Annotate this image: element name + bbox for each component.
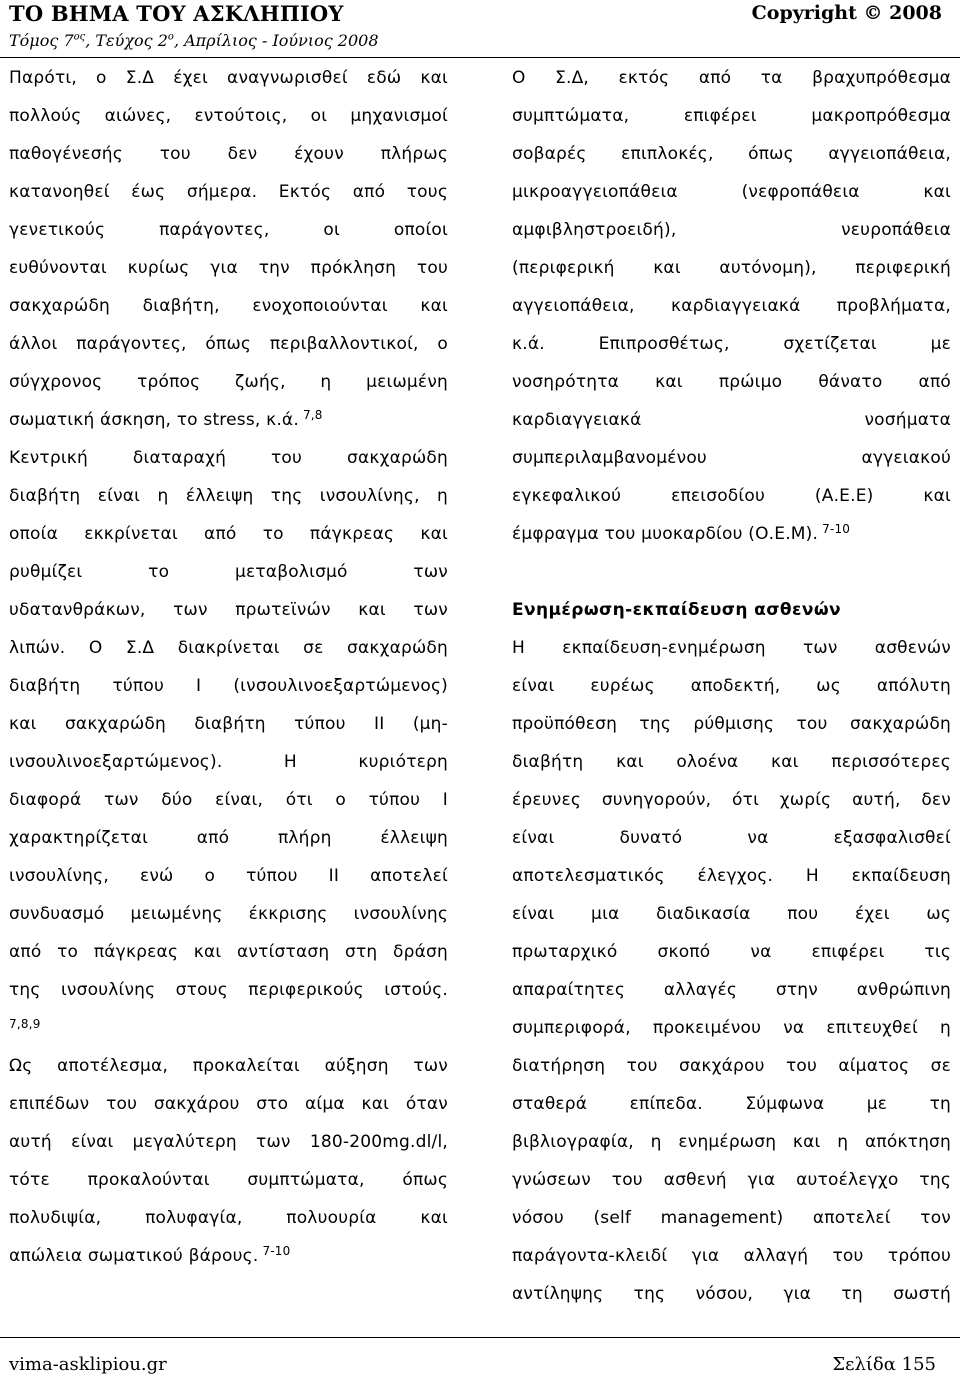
- text-line: πρωταρχικό σκοπό να επιφέρει τις: [512, 942, 951, 962]
- text-line: κατανοηθεί έως σήμερα. Εκτός από τους: [9, 182, 448, 202]
- page-number: Σελίδα 155: [832, 1354, 936, 1375]
- text-line: ρυθμίζει το μεταβολισμό των: [9, 562, 448, 582]
- text-line: παράγοντα-κλειδί για αλλαγή του τρόπου: [512, 1246, 951, 1266]
- text-line: ινσουλινοεξαρτώμενος). Η κυριότερη: [9, 752, 448, 772]
- text-line: και σακχαρώδη διαβήτη τύπου ΙΙ (μη-: [9, 714, 448, 734]
- text-line: τότε προκαλούνται συμπτώματα, όπως: [9, 1170, 448, 1190]
- right-column: [512, 59, 951, 1313]
- text-line: ευθύνονται κυρίως για την πρόκληση του: [9, 258, 448, 278]
- text-line: καρδιαγγειακά νοσήματα: [512, 410, 951, 430]
- text-line: πολλούς αιώνες, εντούτοις, οι μηχανισμοί: [9, 106, 448, 126]
- text-fragment: απώλεια σωματικού βάρους.: [9, 1246, 259, 1266]
- text-line: λιπών. Ο Σ.Δ διακρίνεται σε σακχαρώδη: [9, 638, 448, 658]
- citation-ref: 7-10: [822, 522, 851, 536]
- text-line: νόσου (self management) αποτελεί τον: [512, 1208, 951, 1228]
- text-line: Ο Σ.Δ, εκτός από τα βραχυπρόθεσμα: [512, 68, 951, 88]
- section-heading: Ενημέρωση-εκπαίδευση ασθενών: [512, 600, 841, 620]
- text-line: διατήρηση του σακχάρου του αίματος σε: [512, 1056, 951, 1076]
- text-line: διαφορά των δύο είναι, ότι ο τύπου Ι: [9, 790, 448, 810]
- text-line-with-citation: [9, 1237, 448, 1275]
- text-line: συμπτώματα, επιφέρει μακροπρόθεσμα: [512, 106, 951, 126]
- text-line: επιπέδων του σακχάρου στο αίμα και όταν: [9, 1094, 448, 1114]
- text-line: βιβλιογραφία, η ενημέρωση και η απόκτηση: [512, 1132, 951, 1152]
- footer-website: vima-asklipiou.gr: [9, 1354, 167, 1375]
- text-line: Η εκπαίδευση-ενημέρωση των ασθενών: [512, 638, 951, 658]
- issue-volume-suffix: ος: [73, 31, 86, 43]
- issue-number-suffix: ο: [167, 31, 174, 43]
- text-line: (περιφερική και αυτόνομη), περιφερική: [512, 258, 951, 278]
- copyright-notice: Copyright © 2008: [751, 2, 942, 24]
- text-line: συμπεριφορά, προκειμένου να επιτευχθεί η: [512, 1018, 951, 1038]
- text-line: χαρακτηρίζεται από πλήρη έλλειψη: [9, 828, 448, 848]
- text-line: προϋπόθεση της ρύθμισης του σακχαρώδη: [512, 714, 951, 734]
- text-line: είναι μια διαδικασία που έχει ως: [512, 904, 951, 924]
- text-line: διαβήτη τύπου Ι (ινσουλινοεξαρτώμενος): [9, 676, 448, 696]
- issue-date: , Απρίλιος - Ιούνιος 2008: [173, 31, 379, 50]
- text-line: ινσουλίνης, ενώ ο τύπου ΙΙ αποτελεί: [9, 866, 448, 886]
- text-line: Κεντρική διαταραχή του σακχαρώδη: [9, 448, 448, 468]
- text-line-with-citation: [9, 401, 448, 439]
- journal-title: ΤΟ ΒΗΜΑ ΤΟΥ ΑΣΚΛΗΠΙΟΥ: [9, 1, 344, 26]
- text-line: αυτή είναι μεγαλύτερη των 180-200mg.dl/l,: [9, 1132, 448, 1152]
- text-line: απαραίτητες αλλαγές στην ανθρώπινη: [512, 980, 951, 1000]
- text-fragment: σωματική άσκηση, το stress, κ.ά.: [9, 410, 299, 430]
- text-line: υδατανθράκων, των πρωτεϊνών και των: [9, 600, 448, 620]
- text-line: παθογένεσής του δεν έχουν πλήρως: [9, 144, 448, 164]
- left-column: [9, 59, 448, 1275]
- text-line: διαβήτη και ολοένα και περισσότερες: [512, 752, 951, 772]
- text-line: κ.ά. Επιπροσθέτως, σχετίζεται με: [512, 334, 951, 354]
- issue-number: , Τεύχος 2: [85, 31, 168, 50]
- text-line: Ως αποτέλεσμα, προκαλείται αύξηση των: [9, 1056, 448, 1076]
- text-line: συνδυασμό μειωμένης έκκρισης ινσουλίνης: [9, 904, 448, 924]
- text-line: γνώσεων του ασθενή για αυτοέλεγχο της: [512, 1170, 951, 1190]
- text-line: οποία εκκρίνεται από το πάγκρεας και: [9, 524, 448, 544]
- text-line: σοβαρές επιπλοκές, όπως αγγειοπάθεια,: [512, 144, 951, 164]
- text-line: νοσηρότητα και πρώιμο θάνατο από: [512, 372, 951, 392]
- text-line: είναι δυνατό να εξασφαλισθεί: [512, 828, 951, 848]
- text-line: έρευνες συνηγορούν, ότι χωρίς αυτή, δεν: [512, 790, 951, 810]
- text-line: αποτελεσματικός έλεγχος. Η εκπαίδευση: [512, 866, 951, 886]
- text-line-with-citation: [512, 515, 951, 553]
- text-line: μικροαγγειοπάθεια (νεφροπάθεια και: [512, 182, 951, 202]
- text-line: από το πάγκρεας και αντίσταση στη δράση: [9, 942, 448, 962]
- text-line: πολυδιψία, πολυφαγία, πολυουρία και: [9, 1208, 448, 1228]
- text-line: σταθερά επίπεδα. Σύμφωνα με τη: [512, 1094, 951, 1114]
- text-line: γενετικούς παράγοντες, οι οποίοι: [9, 220, 448, 240]
- text-line: εγκεφαλικού επεισοδίου (Α.Ε.Ε) και: [512, 486, 951, 506]
- citation-ref: 7,8,9: [9, 1017, 41, 1031]
- footer-divider: [0, 1337, 960, 1338]
- text-line: της ινσουλίνης στους περιφερικούς ιστούς.: [9, 980, 448, 1000]
- text-line: αντίληψης της νόσου, για τη σωστή: [512, 1284, 951, 1304]
- header-divider: [0, 57, 960, 58]
- citation-ref: 7-10: [262, 1244, 291, 1258]
- text-line: σύγχρονος τρόπος ζωής, η μειωμένη: [9, 372, 448, 392]
- text-line: άλλοι παράγοντες, όπως περιβαλλοντικοί, ο: [9, 334, 448, 354]
- text-fragment: έμφραγμα του μυοκαρδίου (Ο.Ε.Μ).: [512, 524, 819, 544]
- text-line: αμφιβληστροειδή), νευροπάθεια: [512, 220, 951, 240]
- citation-ref: 7,8: [302, 408, 323, 422]
- page-header: [0, 0, 960, 60]
- issue-volume: Τόμος 7: [9, 31, 74, 50]
- text-line: είναι ευρέως αποδεκτή, ως απόλυτη: [512, 676, 951, 696]
- text-line: συμπεριλαμβανομένου αγγειακού: [512, 448, 951, 468]
- issue-info: [9, 31, 379, 50]
- text-line: Παρότι, ο Σ.Δ έχει αναγνωρισθεί εδώ και: [9, 68, 448, 88]
- text-line: διαβήτη είναι η έλλειψη της ινσουλίνης, η: [9, 486, 448, 506]
- text-line: σακχαρώδη διαβήτη, ενοχοποιούνται και: [9, 296, 448, 316]
- paragraph-spacer: [512, 553, 951, 591]
- text-line: αγγειοπάθεια, καρδιαγγειακά προβλήματα,: [512, 296, 951, 316]
